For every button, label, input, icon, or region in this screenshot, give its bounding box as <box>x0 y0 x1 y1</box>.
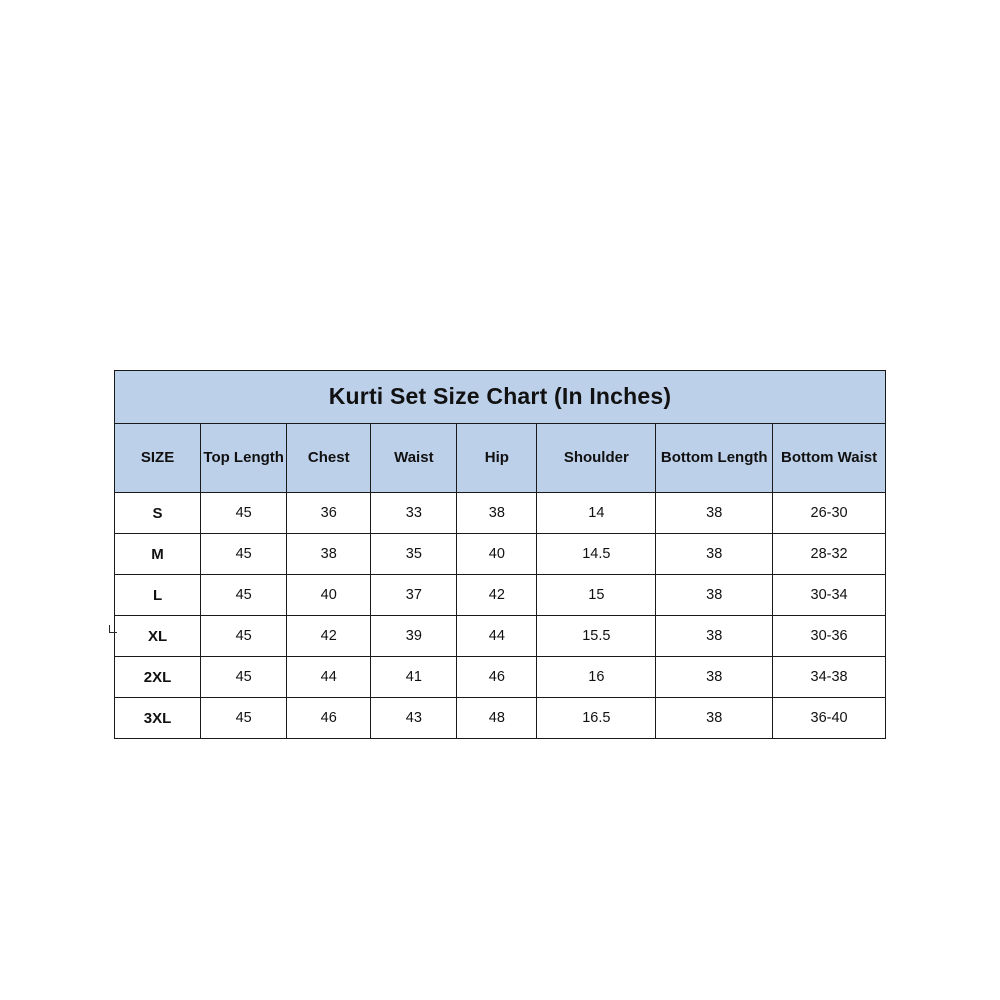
table-row <box>115 575 886 616</box>
column-header-bottom-length: Bottom Length <box>656 424 773 493</box>
chart-title: Kurti Set Size Chart (In Inches) <box>115 371 886 424</box>
table-header-row <box>115 424 886 493</box>
cell-top-length: 45 <box>201 616 287 657</box>
cell-hip: 44 <box>457 616 537 657</box>
cell-chest: 40 <box>287 575 371 616</box>
table-row <box>115 657 886 698</box>
column-header-chest: Chest <box>287 424 371 493</box>
cell-hip: 40 <box>457 534 537 575</box>
cell-bottom-waist: 30-36 <box>773 616 886 657</box>
column-header-waist: Waist <box>371 424 457 493</box>
column-header-shoulder: Shoulder <box>537 424 656 493</box>
cell-size: S <box>115 493 201 534</box>
size-chart-container <box>114 370 886 739</box>
column-header-size: SIZE <box>115 424 201 493</box>
cell-top-length: 45 <box>201 534 287 575</box>
cell-bottom-waist: 28-32 <box>773 534 886 575</box>
cell-bottom-length: 38 <box>656 616 773 657</box>
cell-size: 3XL <box>115 698 201 739</box>
cell-hip: 46 <box>457 657 537 698</box>
cell-waist: 39 <box>371 616 457 657</box>
column-header-bottom-waist: Bottom Waist <box>773 424 886 493</box>
table-row <box>115 493 886 534</box>
cell-top-length: 45 <box>201 493 287 534</box>
cell-waist: 35 <box>371 534 457 575</box>
cell-waist: 43 <box>371 698 457 739</box>
cell-size: 2XL <box>115 657 201 698</box>
column-header-top-length: Top Length <box>201 424 287 493</box>
cell-waist: 33 <box>371 493 457 534</box>
table-row <box>115 534 886 575</box>
cell-bottom-length: 38 <box>656 657 773 698</box>
cell-top-length: 45 <box>201 698 287 739</box>
cell-waist: 37 <box>371 575 457 616</box>
cell-chest: 46 <box>287 698 371 739</box>
cell-top-length: 45 <box>201 657 287 698</box>
cell-shoulder: 16 <box>537 657 656 698</box>
cell-bottom-waist: 26-30 <box>773 493 886 534</box>
cell-size: L <box>115 575 201 616</box>
cell-size: XL <box>115 616 201 657</box>
cell-waist: 41 <box>371 657 457 698</box>
cell-bottom-waist: 36-40 <box>773 698 886 739</box>
cell-top-length: 45 <box>201 575 287 616</box>
cell-hip: 38 <box>457 493 537 534</box>
cell-shoulder: 15 <box>537 575 656 616</box>
cell-chest: 44 <box>287 657 371 698</box>
cell-bottom-length: 38 <box>656 493 773 534</box>
cell-chest: 36 <box>287 493 371 534</box>
cell-size: M <box>115 534 201 575</box>
column-header-hip: Hip <box>457 424 537 493</box>
cell-hip: 48 <box>457 698 537 739</box>
cell-shoulder: 16.5 <box>537 698 656 739</box>
table-row <box>115 698 886 739</box>
table-title-row <box>115 371 886 424</box>
cell-bottom-length: 38 <box>656 698 773 739</box>
cell-bottom-waist: 30-34 <box>773 575 886 616</box>
cell-chest: 42 <box>287 616 371 657</box>
cell-bottom-length: 38 <box>656 575 773 616</box>
cell-bottom-length: 38 <box>656 534 773 575</box>
cell-shoulder: 15.5 <box>537 616 656 657</box>
cell-shoulder: 14 <box>537 493 656 534</box>
size-chart-table <box>114 370 886 739</box>
cell-shoulder: 14.5 <box>537 534 656 575</box>
corner-crop-mark <box>109 625 117 633</box>
cell-bottom-waist: 34-38 <box>773 657 886 698</box>
table-row <box>115 616 886 657</box>
cell-chest: 38 <box>287 534 371 575</box>
cell-hip: 42 <box>457 575 537 616</box>
